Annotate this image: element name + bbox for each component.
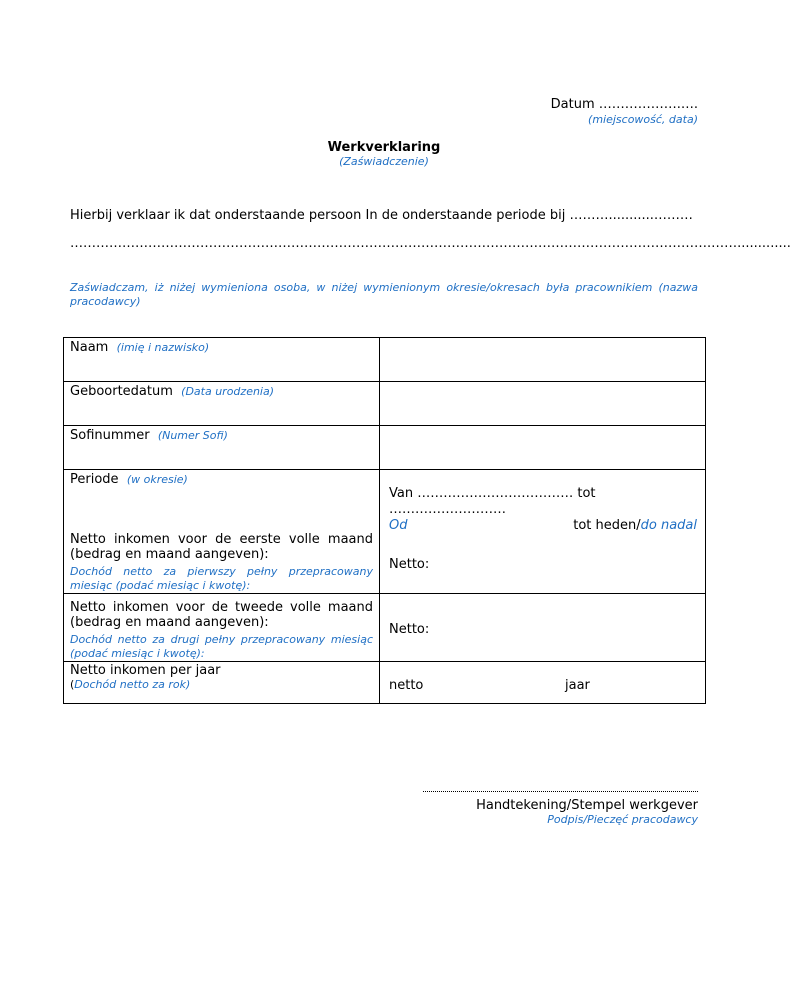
period-from-to: Van ……………………………… tot ……………………… <box>389 486 596 517</box>
signature-label: Handtekening/Stempel werkgever <box>476 798 698 813</box>
birthdate-label: Geboortedatum <box>70 384 173 399</box>
birthdate-label-translation: (Data urodzenia) <box>181 385 275 398</box>
period-value-cell[interactable] <box>380 470 706 519</box>
document-title-translation: (Zaświadczenie) <box>339 155 429 168</box>
row-net-income-per-year <box>64 662 706 704</box>
net-first-value-label: Netto: <box>389 557 430 572</box>
net-year-value-cell[interactable] <box>380 662 706 704</box>
sofi-label-translation: (Numer Sofi) <box>157 429 228 442</box>
net-second-value-cell[interactable] <box>380 594 706 662</box>
net-year-label: Netto inkomen per jaar <box>70 663 221 678</box>
net-second-label-translation: Dochód netto za drugi pełny przepracowany miesiąc (podać miesiąc i kwotę): <box>70 633 373 660</box>
net-second-value-label: Netto: <box>389 622 430 637</box>
row-net-income-second-month <box>64 594 706 662</box>
name-label: Naam <box>70 340 109 355</box>
sofi-label-cell <box>64 426 380 470</box>
row-name <box>64 338 706 382</box>
net-first-label-cell <box>64 518 380 594</box>
name-label-cell <box>64 338 380 382</box>
row-net-income-first-month <box>64 518 706 594</box>
document-title: Werkverklaring <box>327 140 441 155</box>
period-label-translation: (w okresie) <box>126 473 188 486</box>
birthdate-value-cell[interactable] <box>380 382 706 426</box>
name-label-translation: (imię i nazwisko) <box>116 341 210 354</box>
row-birthdate <box>64 382 706 426</box>
signature-label-translation: Podpis/Pieczęć pracodawcy <box>547 813 698 826</box>
net-first-label: Netto inkomen voor de eerste volle maand (bedrag en maand aangeven): <box>70 532 373 562</box>
row-sofi-number <box>64 426 706 470</box>
period-label: Periode <box>70 472 119 487</box>
intro-statement: Hierbij verklaar ik dat onderstaande persoon In de onderstaande periode bij ………...........……… <box>70 208 693 223</box>
net-year-label-translation <box>70 678 373 692</box>
employment-details-table <box>63 337 705 704</box>
sofi-value-cell[interactable] <box>380 426 706 470</box>
intro-statement-translation: Zaświadczam, iż niżej wymieniona osoba, w niżej wymienionym okresie/okresach była pracownikiem (nazwa pracodawcy) <box>70 281 698 308</box>
period-until-now-translation: do nadal <box>640 518 697 533</box>
net-year-jaar-label: jaar <box>565 678 590 693</box>
period-translation <box>389 518 697 534</box>
period-until-now-label: tot heden/ <box>573 518 641 533</box>
employer-name-blank: ………………………………………………………………………………………………………………………………….……............. <box>70 236 791 251</box>
name-value-cell[interactable] <box>380 338 706 382</box>
net-year-label-cell <box>64 662 380 704</box>
period-until-now <box>573 518 697 534</box>
net-year-netto-label: netto <box>389 678 424 693</box>
net-first-label-translation: Dochód netto za pierwszy pełny przepracowany miesiąc (podać miesiąc i kwotę): <box>70 565 373 592</box>
period-label-cell <box>64 470 380 519</box>
date-field-hint: (miejscowość, data) <box>588 113 698 126</box>
signature-line <box>423 791 698 792</box>
net-first-value-cell[interactable] <box>380 518 706 594</box>
sofi-label: Sofinummer <box>70 428 150 443</box>
net-second-label: Netto inkomen voor de tweede volle maand (bedrag en maand aangeven): <box>70 600 373 630</box>
birthdate-label-cell <box>64 382 380 426</box>
period-from-translation: Od <box>389 518 408 533</box>
net-year-translation-text: Dochód netto za rok) <box>74 678 191 691</box>
row-period <box>64 470 706 519</box>
net-second-label-cell <box>64 594 380 662</box>
date-field: Datum ……………….…. <box>550 97 698 112</box>
net-year-translation-paren: ( <box>70 678 75 691</box>
